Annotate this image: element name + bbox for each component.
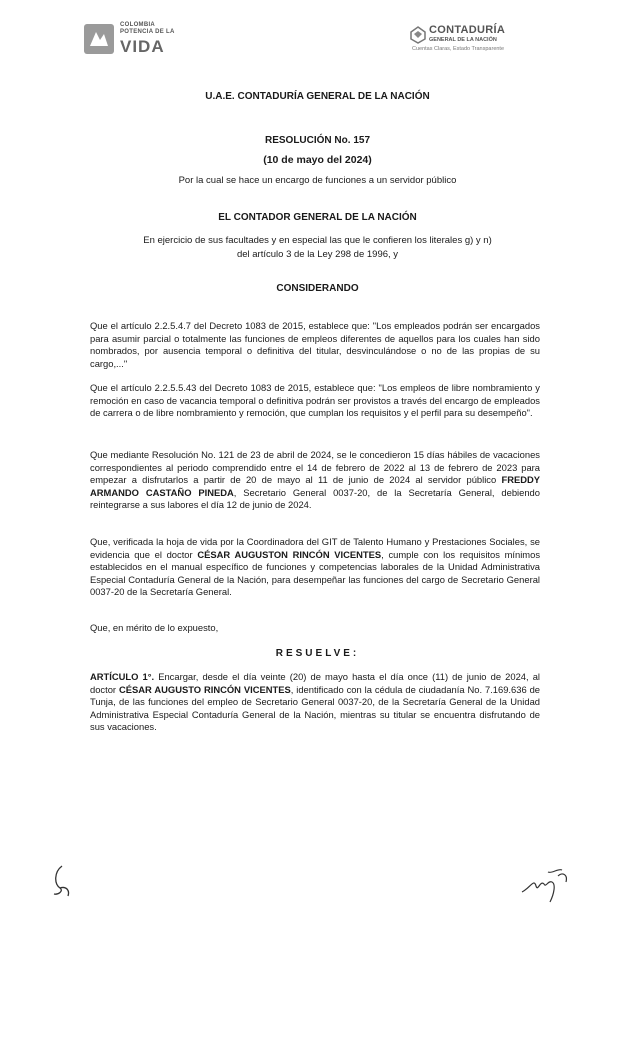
considerando-paragraph-4: Que, verificada la hoja de vida por la Coordinadora del GIT de Talento Humano y Prestaciones Sociales, se evidencia que el doctor CÉSAR AUGUSTON RINCÓN VICENTES, cumple con los requisitos mínimos establecidos en el manual específico de funciones y competencias laborales de la Unidad Administrativa Especial Contaduría General de la Nación, para desempeñar las funciones del cargo de Secretario General 0037-20 de la Secretaría General.: [90, 536, 541, 598]
authority-title: EL CONTADOR GENERAL DE LA NACIÓN: [218, 212, 417, 223]
resolution-number: RESOLUCIÓN No. 157: [264, 135, 371, 146]
left-logo-text: COLOMBIA POTENCIA DE LA: [120, 22, 175, 35]
contaduria-logo-mark-icon: [410, 26, 426, 44]
cesar-name: CÉSAR AUGUSTON RINCÓN VICENTES: [197, 548, 382, 560]
considerando-paragraph-5: Que, en mérito de lo expuesto,: [90, 622, 219, 633]
freddy-name: FREDDY ARMANDO CASTAÑO PINEDA: [90, 474, 541, 498]
entity-title: U.A.E. CONTADURÍA GENERAL DE LA NACIÓN: [205, 91, 430, 102]
authority-line-2: del artículo 3 de la Ley 298 de 1996, y: [236, 249, 399, 260]
right-logo-name: CONTADURÍA: [429, 24, 506, 36]
colombia-logo-mark-icon: [82, 22, 116, 56]
articulo-1-label: ARTÍCULO 1°.: [90, 671, 155, 682]
considerando-heading: CONSIDERANDO: [276, 283, 359, 294]
colombia-potencia-de-la-vida-logo: [82, 20, 202, 60]
right-logo-subtitle: GENERAL DE LA NACIÓN: [429, 37, 497, 43]
right-logo-tagline: Cuentas Claras, Estado Transparente: [412, 46, 505, 52]
articulo-1-name: CÉSAR AUGUSTO RINCÓN VICENTES: [118, 683, 291, 695]
left-logo-vida: VIDA: [120, 37, 165, 56]
considerando-paragraph-3: Que mediante Resolución No. 121 de 23 de abril de 2024, se le concedieron 15 días hábiles de vacaciones correspondientes al periodo comprendido entre el 14 de febrero de 2022 al 13 de febrero de 2023 para empezar a disfrutarlos a partir de 20 de mayo al 11 de junio de 2024 al servidor público FREDDY ARMANDO CASTAÑO PINEDA, Secretario General 0037-20, de la Secretaría General, debiendo reintegrarse a sus labores el día 12 de junio de 2024.: [90, 449, 541, 511]
resolution-date: (10 de mayo del 2024): [263, 154, 372, 166]
authority-line-1: En ejercicio de sus facultades y en especial las que le confieren los literales g) y n): [143, 235, 492, 246]
considerando-paragraph-2: Que el artículo 2.2.5.5.43 del Decreto 1083 de 2015, establece que: "Los empleos de libre nombramiento y remoción en caso de vacancia temporal o definitiva podrán ser provistos a través del encargo de empleados de carrera o de libre nombramiento y remoción, que cumplan los requisitos y el perfil para su desempeño".: [90, 382, 540, 419]
contaduria-logo: [410, 22, 530, 62]
resolution-subject: Por la cual se hace un encargo de funciones a un servidor público: [178, 175, 457, 186]
considerando-paragraph-1: Que el artículo 2.2.5.4.7 del Decreto 1083 de 2015, establece que: "Los empleados podrán ser encargados para asumir parcial o totalmente las funciones de empleos diferentes de aquellos para los cuales han sido nombrados, por ausencia temporal o definitiva del titular, desvinculándose o no de las propias de su cargo,...": [90, 320, 540, 369]
left-margin-initials: [48, 862, 78, 902]
resuelve-heading: RESUELVE:: [275, 648, 360, 659]
articulo-1: ARTÍCULO 1°. Encargar, desde el día veinte (20) de mayo hasta el día once (11) de junio de 2024, al doctor CÉSAR AUGUSTO RINCÓN VICENTES, identificado con la cédula de ciudadanía No. 7.169.636 de Tunja, de las funciones del empleo de Secretario General 0037-20, de la Secretaría General de la Unidad Administrativa Especial Contaduría General de la Nación, mientras su titular se encuentra disfrutando de sus vacaciones.: [90, 671, 541, 733]
right-signature-initials: [518, 858, 578, 908]
